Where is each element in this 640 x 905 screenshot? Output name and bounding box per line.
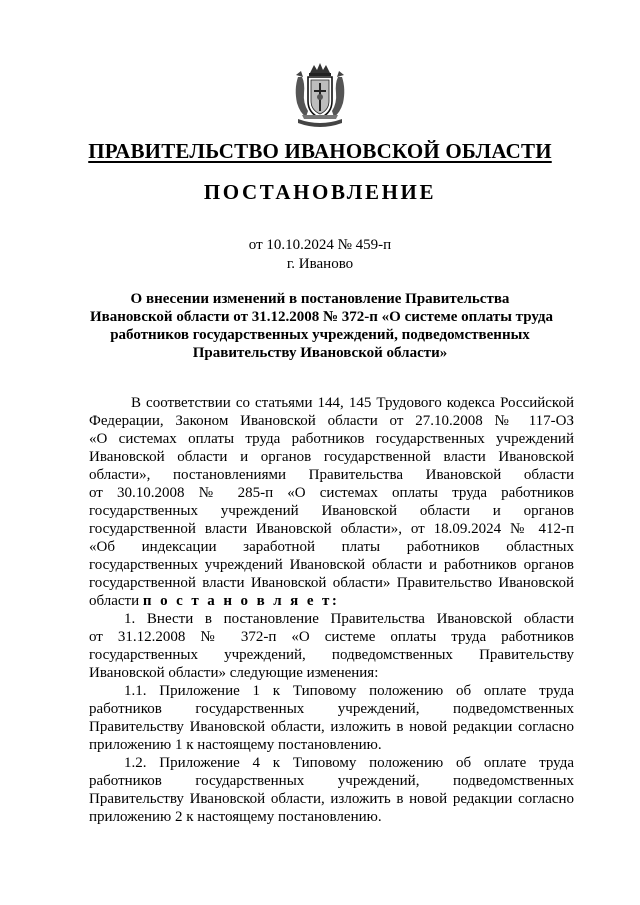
- subject-line: О внесении изменений в постановление Правительства: [130, 291, 510, 307]
- document-body: [89, 394, 574, 826]
- item-1-1-line: приложению 1 к настоящему постановлению.: [89, 737, 382, 753]
- coat-of-arms-icon: [292, 63, 348, 129]
- item-1-2-line: приложению 2 к настоящему постановлению.: [89, 809, 382, 825]
- document-city: г. Иваново: [286, 256, 354, 272]
- subject-line: Ивановской области от 31.12.2008 № 372-п «О системе оплаты труда: [90, 309, 554, 325]
- preamble-line: государственных учреждений Ивановской области и работников органов: [89, 557, 574, 573]
- item-1-line: государственных учреждений, подведомственных Правительству: [89, 647, 574, 663]
- preamble-line: государственной власти Ивановской области», от 18.09.2024 № 412-п: [89, 521, 574, 537]
- item-1-1-line: работников государственных учреждений, подведомственных: [89, 701, 574, 717]
- document-subject: [90, 290, 554, 362]
- preamble-line: области», постановлениями Правительства Ивановской области: [89, 467, 574, 483]
- document-type-title: ПОСТАНОВЛЕНИЕ: [203, 180, 437, 204]
- item-1-2-line: работников государственных учреждений, подведомственных: [89, 773, 574, 789]
- preamble-line: «О системах оплаты труда работников государственных учреждений: [89, 431, 574, 447]
- item-1-1-line: Правительству Ивановской области, изложить в новой редакции согласно: [89, 719, 574, 735]
- item-1-line: Ивановской области» следующие изменения:: [89, 665, 379, 681]
- item-1-line: 1. Внести в постановление Правительства Ивановской области: [124, 611, 574, 627]
- resolves-word: п о с т а н о в л я е т:: [142, 593, 340, 609]
- document-date-number: от 10.10.2024 № 459-п: [248, 237, 392, 253]
- item-1-line: от 31.12.2008 № 372-п «О системе оплаты труда работников: [89, 629, 574, 645]
- preamble-line: государственных учреждений Ивановской области и органов: [89, 503, 574, 519]
- preamble-last-prefix: области: [89, 593, 143, 609]
- preamble-line: государственной власти Ивановской области» Правительство Ивановской: [89, 575, 574, 591]
- preamble-line: от 30.10.2008 № 285-п «О системах оплаты труда работников: [89, 485, 574, 501]
- preamble-line: В соответствии со статьями 144, 145 Трудового кодекса Российской: [131, 395, 574, 411]
- organization-title: ПРАВИТЕЛЬСТВО ИВАНОВСКОЙ ОБЛАСТИ: [88, 139, 552, 163]
- subject-line: Правительству Ивановской области»: [192, 345, 448, 361]
- item-1-2-line: 1.2. Приложение 4 к Типовому положению об оплате труда: [124, 755, 574, 771]
- subject-line: работников государственных учреждений, подведомственных: [110, 327, 530, 343]
- preamble-line: Ивановской области и органов государственной власти Ивановской: [89, 449, 574, 465]
- preamble-line: Федерации, Законом Ивановской области от 27.10.2008 № 117-ОЗ: [89, 413, 574, 429]
- item-1-2-line: Правительству Ивановской области, изложить в новой редакции согласно: [89, 791, 574, 807]
- preamble-last-line: [89, 592, 574, 610]
- preamble-line: «Об индексации заработной платы работников областных: [89, 539, 574, 555]
- item-1-1-line: 1.1. Приложение 1 к Типовому положению об оплате труда: [124, 683, 574, 699]
